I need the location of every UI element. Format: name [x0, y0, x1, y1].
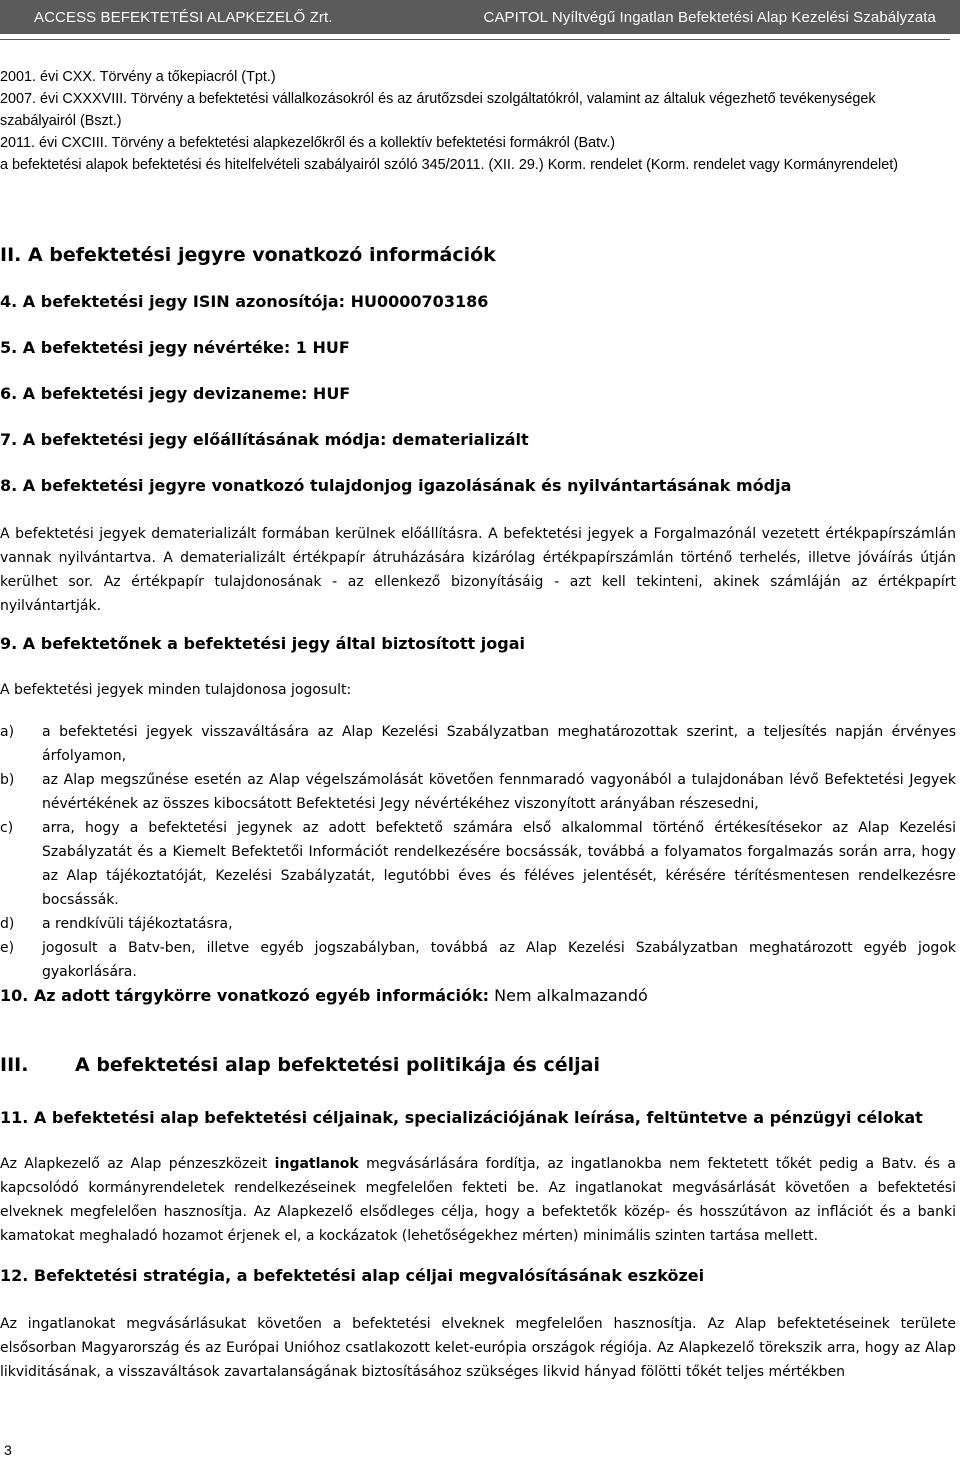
list-letter: b)	[0, 772, 15, 788]
list-item	[0, 768, 956, 816]
section-III-title: A befektetési alap befektetési politikája és céljai	[75, 1054, 600, 1076]
item-10	[0, 984, 956, 1008]
item-4-isin: 4. A befektetési jegy ISIN azonosítója: HU0000703186	[0, 292, 489, 311]
section-heading-II: II. A befektetési jegyre vonatkozó információk	[0, 244, 496, 266]
item-8-paragraph: A befektetési jegyek dematerializált formában kerülnek előállításra. A befektetési jegyek a Forgalmazónál vezetett értékpapírszámlán vannak nyilvántartva. A dematerializált értékpapír átruházására kizárólag értékpapírszámlán történő terhelés, illetve jóváírás útján kerülhet sor. Az értékpapír tulajdonosának - az ellenkező bizonyításáig - azt kell tekinteni, akinek számláján az értékpapírt nyilvántartják.	[0, 526, 956, 614]
rights-list	[0, 720, 956, 984]
item-9-intro: A befektetési jegyek minden tulajdonosa jogosult:	[0, 682, 352, 698]
list-letter: a)	[0, 724, 15, 740]
list-text: a rendkívüli tájékoztatásra,	[42, 916, 233, 932]
header-company: ACCESS BEFEKTETÉSI ALAPKEZELŐ Zrt.	[34, 8, 333, 26]
list-item	[0, 720, 956, 768]
item-7-production-method: 7. A befektetési jegy előállításának módja: dematerializált	[0, 430, 529, 449]
item-10-label: 10. Az adott tárgykörre vonatkozó egyéb információk:	[0, 986, 490, 1005]
list-item	[0, 912, 956, 936]
header-divider	[0, 39, 950, 40]
law-reference: 2007. évi CXXXVIII. Törvény a befektetési vállalkozásokról és az árutőzsdei szolgáltatókról, valamint az általuk végezhető tevékenységek szabályairól (Bszt.)	[0, 91, 876, 129]
page-number: 3	[4, 1442, 12, 1458]
list-item	[0, 816, 956, 912]
law-reference: 2001. évi CXX. Törvény a tőkepiacról (Tpt.)	[0, 69, 276, 85]
item-9-heading: 9. A befektetőnek a befektetési jegy által biztosított jogai	[0, 634, 525, 653]
p11-text-start: Az Alapkezelő az Alap pénzeszközeit	[0, 1156, 275, 1172]
item-5-nominal-value: 5. A befektetési jegy névértéke: 1 HUF	[0, 338, 350, 357]
list-text: az Alap megszűnése esetén az Alap végelszámolását követően fennmaradó vagyonából a tulajdonában lévő Befektetési Jegyek névértékének az összes kibocsátott Befektetési Jegy névértékéhez viszonyított arányában részesedni,	[42, 772, 956, 812]
item-8-heading: 8. A befektetési jegyre vonatkozó tulajdonjog igazolásának és nyilvántartásának módja	[0, 476, 792, 495]
law-reference: a befektetési alapok befektetési és hitelfelvételi szabályairól szóló 345/2011. (XII. 29.) Korm. rendelet (Korm. rendelet vagy Kormányrendelet)	[0, 157, 899, 173]
p11-bold-term: ingatlanok	[274, 1156, 359, 1172]
section-III-number: III.	[0, 1054, 29, 1076]
item-10-value: Nem alkalmazandó	[489, 986, 648, 1005]
list-letter: e)	[0, 940, 15, 956]
list-text: jogosult a Batv-ben, illetve egyéb jogszabályban, továbbá az Alap Kezelési Szabályzatban meghatározott egyéb jogok gyakorlására.	[42, 940, 956, 980]
list-text: a befektetési jegyek visszaváltására az Alap Kezelési Szabályzatban meghatározottak szerint, a teljesítés napján érvényes árfolyamon,	[42, 724, 956, 764]
header-document-title: CAPITOL Nyíltvégű Ingatlan Befektetési Alap Kezelési Szabályzata	[483, 8, 936, 26]
item-6-currency: 6. A befektetési jegy devizaneme: HUF	[0, 384, 351, 403]
list-letter: c)	[0, 820, 14, 836]
page-header	[0, 0, 960, 34]
list-letter: d)	[0, 916, 15, 932]
item-12-heading: 12. Befektetési stratégia, a befektetési alap céljai megvalósításának eszközei	[0, 1266, 705, 1285]
list-text: arra, hogy a befektetési jegynek az adott befektető számára első alkalommal történő értékesítésekor az Alap Kezelési Szabályzatát és a Kiemelt Befektetői Információt rendelkezésére bocsássák, továbbá a folyamatos forgalmazás során arra, hogy az Alap tájékoztatóját, Kezelési Szabályzatát, legutóbbi éves és féléves jelentését, kérésére térítésmentesen rendelkezésre bocsássák.	[42, 820, 956, 908]
item-12-paragraph: Az ingatlanokat megvásárlásukat követően a befektetési elveknek megfelelően hasznosítja. Az Alap befektetéseinek területe elsősorban Magyarország és az Európai Unióhoz csatlakozott kelet-európia országok régiója. Az Alapkezelő törekszik arra, hogy az Alap likviditásának, a visszaváltások zavartalanságának biztosításához szükséges likvid hányad fölötti tőkét teljes mértékben	[0, 1316, 956, 1380]
item-11-paragraph	[0, 1152, 956, 1248]
list-item	[0, 936, 956, 984]
p11-text-end: megvásárlására fordítja, az ingatlanokba nem fektetett tőkét pedig a Batv. és a kapcsolódó kormányrendeletek rendelkezéseinek megfelelően fekteti be. Az ingatlanokat megvásárlását követően a befektetési elveknek megfelelően hasznosítja. Az Alapkezelő elsődleges célja, hogy a befektetők közép- és hosszútávon az inflációt és a banki kamatokat meghaladó hozamot érjenek el, a kockázatok (lehetőségekhez mérten) minimális szinten tartása mellett.	[0, 1156, 956, 1244]
law-reference: 2011. évi CXCIII. Törvény a befektetési alapkezelőkről és a kollektív befektetési formákról (Batv.)	[0, 135, 616, 151]
item-11-heading: 11. A befektetési alap befektetési céljainak, specializációjának leírása, feltüntetve a pénzügyi célokat	[0, 1108, 923, 1127]
page-content	[0, 66, 960, 1380]
section-heading-III	[0, 1054, 600, 1076]
